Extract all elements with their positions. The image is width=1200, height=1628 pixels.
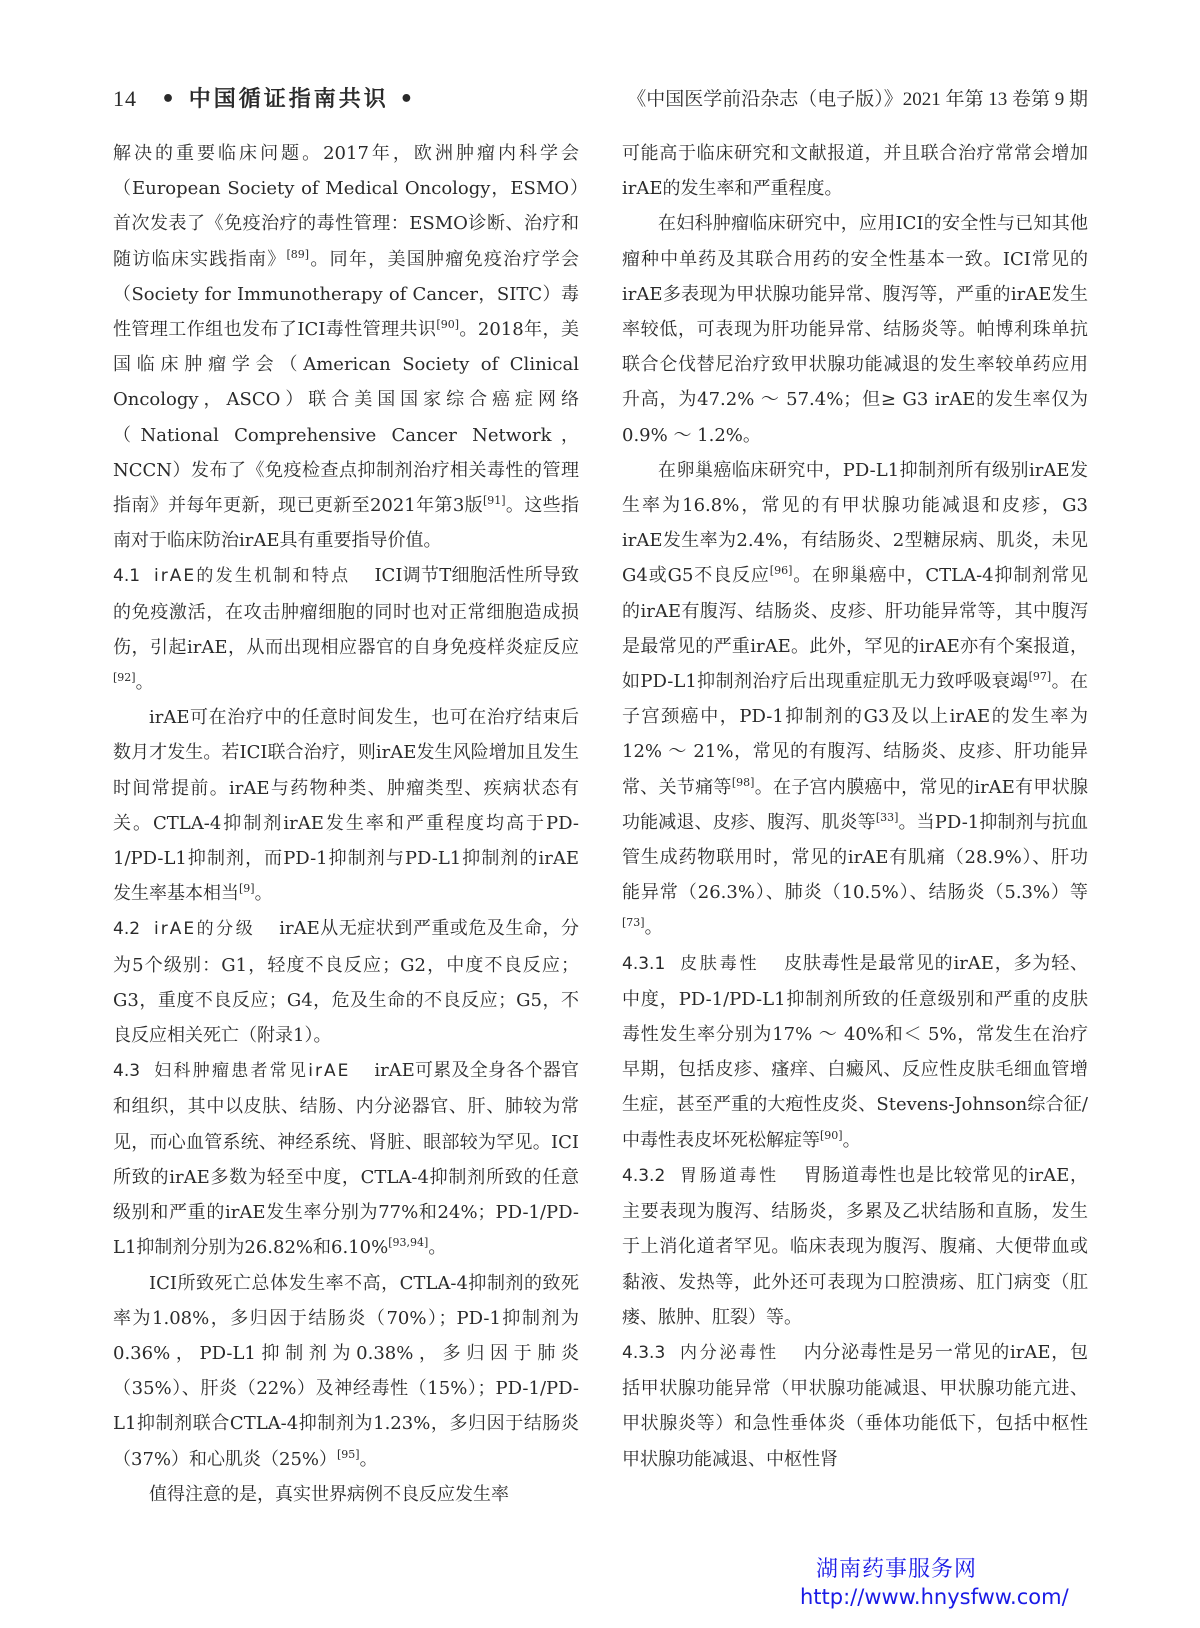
text: 解决的重要临床问题。2017年，欧洲肿瘤内科学会（European Society of Medical Oncology，ESMO）首次发表了《免疫治疗的毒性管理：ESMO诊断、治疗和随访临床实践指南》 <box>113 143 579 270</box>
text: 。在卵巢癌中，CTLA-4抑制剂常见的irAE有腹泻、结肠炎、皮疹、肝功能异常等，其中腹泻是最常见的严重irAE。此外，罕见的irAE亦有个案报道，如PD-L1抑制剂治疗后出现重症肌无力致呼吸衰竭 <box>622 565 1088 693</box>
journal-title: 《中国医学前沿杂志（电子版）》2021 年第 13 卷第 9 期 <box>627 89 1088 110</box>
text: irAE可在治疗中的任意时间发生，也可在治疗结束后数月才发生。若ICI联合治疗，则irAE发生风险增加且发生时间常提前。irAE与药物种类、肿瘤类型、疾病状态有关。CTLA-4抑制剂irAE发生率和严重程度均高于PD-1/PD-L1抑制剂，而PD-1抑制剂与PD-L1抑制剂的irAE发生率基本相当 <box>113 707 579 905</box>
text: 。同年，美国肿瘤免疫治疗学会（Society for Immunotherapy of Cancer，SITC）毒性管理工作组也发布了ICI毒性管理共识 <box>113 248 580 341</box>
section-4-3: 4.3 妇科肿瘤患者常见irAE irAE可累及全身各个器官和组织，其中以皮肤、结肠、内分泌器官、肝、肺较为常见，而心血管系统、神经系统、肾脏、眼部较为罕见。ICI所致的irAE多数为轻至中度，CTLA-4抑制剂所致的任意级别和严重的irAE发生率分别为77%和24%；PD-1/PD-L1抑制剂分别为26.82%和6.10%[93,94]。 <box>113 1060 579 1259</box>
section-heading: 4.3 妇科肿瘤患者常见irAE <box>113 1061 351 1082</box>
text: 。在子宫内膜癌中，常见的irAE有甲状腺功能减退、皮疹、腹泻、肌炎等 <box>622 776 1089 833</box>
citation: [9] <box>239 882 255 896</box>
text: ICI调节T细胞活性所导致的免疫激活，在攻击肿瘤细胞的同时也对正常细胞造成损伤，引起irAE，从而出现相应器官的自身免疫样炎症反应 <box>113 565 579 658</box>
paragraph: ICI所致死亡总体发生率不高，CTLA-4抑制剂的致死率为1.08%，多归因于结肠炎（70%）；PD-1抑制剂为0.36%，PD-L1抑制剂为0.38%，多归因于肺炎（35%）、肝炎（22%）及神经毒性（15%）；PD-1/PD-L1抑制剂联合CTLA-4抑制剂为1.23%，多归因于结肠炎（37%）和心肌炎（25%）[95]。 <box>113 1272 579 1470</box>
citation: [90] <box>820 1128 843 1142</box>
page-number: 14 <box>113 86 137 111</box>
text: 。在子宫颈癌中，PD-1抑制剂的G3及以上irAE的发生率为12% ～ 21%，常见的有腹泻、结肠炎、皮疹、肝功能异常、关节痛等 <box>622 671 1088 798</box>
section-4-3-1: 4.3.1 皮肤毒性 皮肤毒性是最常见的irAE，多为轻、中度，PD-1/PD-L1抑制剂所致的任意级别和严重的皮肤毒性发生率分别为17% ～ 40%和＜ 5%，常发生在治疗早期，包括皮疹、瘙痒、白癜风、反应性皮肤毛细血管增生症，甚至严重的大疱性皮炎、Stevens-Johnson综合征/中毒性表皮坏死松解症等[90]。 <box>622 952 1089 1151</box>
paragraph: 在妇科肿瘤临床研究中，应用ICI的安全性与已知其他瘤种中单药及其联合用药的安全性基本一致。ICI常见的irAE多表现为甲状腺功能异常、腹泻等，严重的irAE发生率较低，可表现为肝功能异常、结肠炎等。帕博利珠单抗联合仑伐替尼治疗致甲状腺功能减退的发生率较单药应用升高，为47.2% ～ 57.4%；但≥ G3 irAE的发生率仅为0.9% ～ 1.2%。 <box>622 213 1088 446</box>
section-title: • 中国循证指南共识 • <box>160 87 417 112</box>
citation: [73] <box>622 916 645 930</box>
text: 。2018年，美国临床肿瘤学会（American Society of Clinical Oncology，ASCO）联合美国国家综合癌症网络（National Comprehensive Cancer Network，NCCN）发布了《免疫检查点抑制剂治疗相关毒性的管理指南》并每年更新，现已更新至2021年第3版 <box>113 319 579 517</box>
section-4-1: 4.1 irAE的发生机制和特点 ICI调节T细胞活性所导致的免疫激活，在攻击肿瘤细胞的同时也对正常细胞造成损伤，引起irAE，从而出现相应器官的自身免疫样炎症反应[92]。 <box>113 565 579 694</box>
section-4-2 <box>113 911 579 1053</box>
text: 胃肠道毒性也是比较常见的irAE，主要表现为腹泻、结肠炎，多累及乙状结肠和直肠，发生于上消化道者罕见。临床表现为腹泻、腹痛、大便带血或黏液、发热等，此外还可表现为口腔溃疡、肛门病变（肛瘘、脓肿、肛裂）等。 <box>622 1164 1089 1328</box>
watermark <box>800 1552 1100 1609</box>
page-header <box>113 82 1088 118</box>
section-4-3-3 <box>622 1335 1088 1477</box>
section-heading: 4.3.3 内分泌毒性 <box>622 1342 779 1363</box>
watermark-url[interactable]: http://www.hnysfww.com/ <box>800 1585 1069 1609</box>
citation: [95] <box>337 1447 360 1461</box>
section-heading: 4.1 irAE的发生机制和特点 <box>113 566 351 587</box>
citation: [89] <box>286 247 310 261</box>
paragraph: irAE可在治疗中的任意时间发生，也可在治疗结束后数月才发生。若ICI联合治疗，则irAE发生风险增加且发生时间常提前。irAE与药物种类、肿瘤类型、疾病状态有关。CTLA-4抑制剂irAE发生率和严重程度均高于PD-1/PD-L1抑制剂，而PD-1抑制剂与PD-L1抑制剂的irAE发生率基本相当[9]。 <box>113 707 579 905</box>
paragraph: 可能高于临床研究和文献报道，并且联合治疗常常会增加irAE的发生率和严重程度。 <box>622 143 1088 200</box>
text: 。当PD-1抑制剂与抗血管生成药物联用时，常见的irAE有肌痛（28.9%）、肝功能异常（26.3%）、肺炎（10.5%）、结肠炎（5.3%）等 <box>622 811 1089 904</box>
section-heading: 4.3.1 皮肤毒性 <box>622 953 760 974</box>
section-heading: 4.3.2 胃肠道毒性 <box>622 1165 779 1186</box>
header-left <box>113 82 416 113</box>
citation: [93,94] <box>388 1236 429 1250</box>
text: irAE可累及全身各个器官和组织，其中以皮肤、结肠、内分泌器官、肝、肺较为常见，而心血管系统、神经系统、肾脏、眼部较为罕见。ICI所致的irAE多数为轻至中度，CTLA-4抑制剂所致的任意级别和严重的irAE发生率分别为77%和24%；PD-1/PD-L1抑制剂分别为26.82%和6.10% <box>113 1060 579 1259</box>
citation: [91] <box>482 494 506 508</box>
section-4-3-2 <box>622 1158 1088 1335</box>
text: 。这些指南对于临床防治irAE具有重要指导价值。 <box>113 495 579 552</box>
citation: [98] <box>731 775 755 789</box>
citation: [92] <box>113 671 136 685</box>
paragraph: 值得注意的是，真实世界病例不良反应发生率 <box>149 1483 509 1505</box>
text: 皮肤毒性是最常见的irAE，多为轻、中度，PD-1/PD-L1抑制剂所致的任意级别和严重的皮肤毒性发生率分别为17% ～ 40%和＜ 5%，常发生在治疗早期，包括皮疹、瘙痒、白癜风、反应性皮肤毛细血管增生症，甚至严重的大疱性皮炎、Stevens-Johnson综合征/中毒性表皮坏死松解症等 <box>622 952 1089 1151</box>
paragraph: 在卵巢癌临床研究中，PD-L1抑制剂所有级别irAE发生率为16.8%，常见的有甲状腺功能减退和皮疹，G3 irAE发生率为2.4%，有结肠炎、2型糖尿病、肌炎，未见G4或G5不良反应[96]。在卵巢癌中，CTLA-4抑制剂常见的irAE有腹泻、结肠炎、皮疹、肝功能异常等，其中腹泻是最常见的严重irAE。此外，罕见的irAE亦有个案报道，如PD-L1抑制剂治疗后出现重症肌无力致呼吸衰竭[97]。在子宫颈癌中，PD-1抑制剂的G3及以上irAE的发生率为12% ～ 21%，常见的有腹泻、结肠炎、皮疹、肝功能异常、关节痛等[98]。在子宫内膜癌中，常见的irAE有甲状腺功能减退、皮疹、腹泻、肌炎等[33]。当PD-1抑制剂与抗血管生成药物联用时，常见的irAE有肌痛（28.9%）、肝功能异常（26.3%）、肺炎（10.5%）、结肠炎（5.3%）等[73]。 <box>622 459 1089 939</box>
text: 内分泌毒性是另一常见的irAE，包括甲状腺功能异常（甲状腺功能减退、甲状腺功能亢进、甲状腺炎等）和急性垂体炎（垂体功能低下，包括中枢性甲状腺功能减退、中枢性肾 <box>622 1341 1089 1470</box>
section-heading: 4.2 irAE的分级 <box>113 919 256 940</box>
left-column <box>113 136 579 1512</box>
text: 在卵巢癌临床研究中，PD-L1抑制剂所有级别irAE发生率为16.8%，常见的有甲状腺功能减退和皮疹，G3 irAE发生率为2.4%，有结肠炎、2型糖尿病、肌炎，未见G4或G5不良反应 <box>622 459 1088 587</box>
text: ICI所致死亡总体发生率不高，CTLA-4抑制剂的致死率为1.08%，多归因于结肠炎（70%）；PD-1抑制剂为0.36%，PD-L1抑制剂为0.38%，多归因于肺炎（35%）、肝炎（22%）及神经毒性（15%）；PD-1/PD-L1抑制剂联合CTLA-4抑制剂为1.23%，多归因于结肠炎（37%）和心肌炎（25%） <box>113 1272 579 1470</box>
citation: [96] <box>769 564 793 578</box>
citation: [90] <box>436 318 459 332</box>
watermark-name: 湖南药事服务网 <box>816 1557 978 1582</box>
citation: [33] <box>875 810 899 824</box>
right-column <box>622 136 1088 1477</box>
text: irAE从无症状到严重或危及生命，分为5个级别：G1，轻度不良反应；G2，中度不良反应；G3，重度不良反应；G4，危及生命的不良反应；G5，不良反应相关死亡（附录1）。 <box>113 918 579 1047</box>
citation: [97] <box>1028 670 1052 684</box>
paragraph <box>113 136 579 558</box>
